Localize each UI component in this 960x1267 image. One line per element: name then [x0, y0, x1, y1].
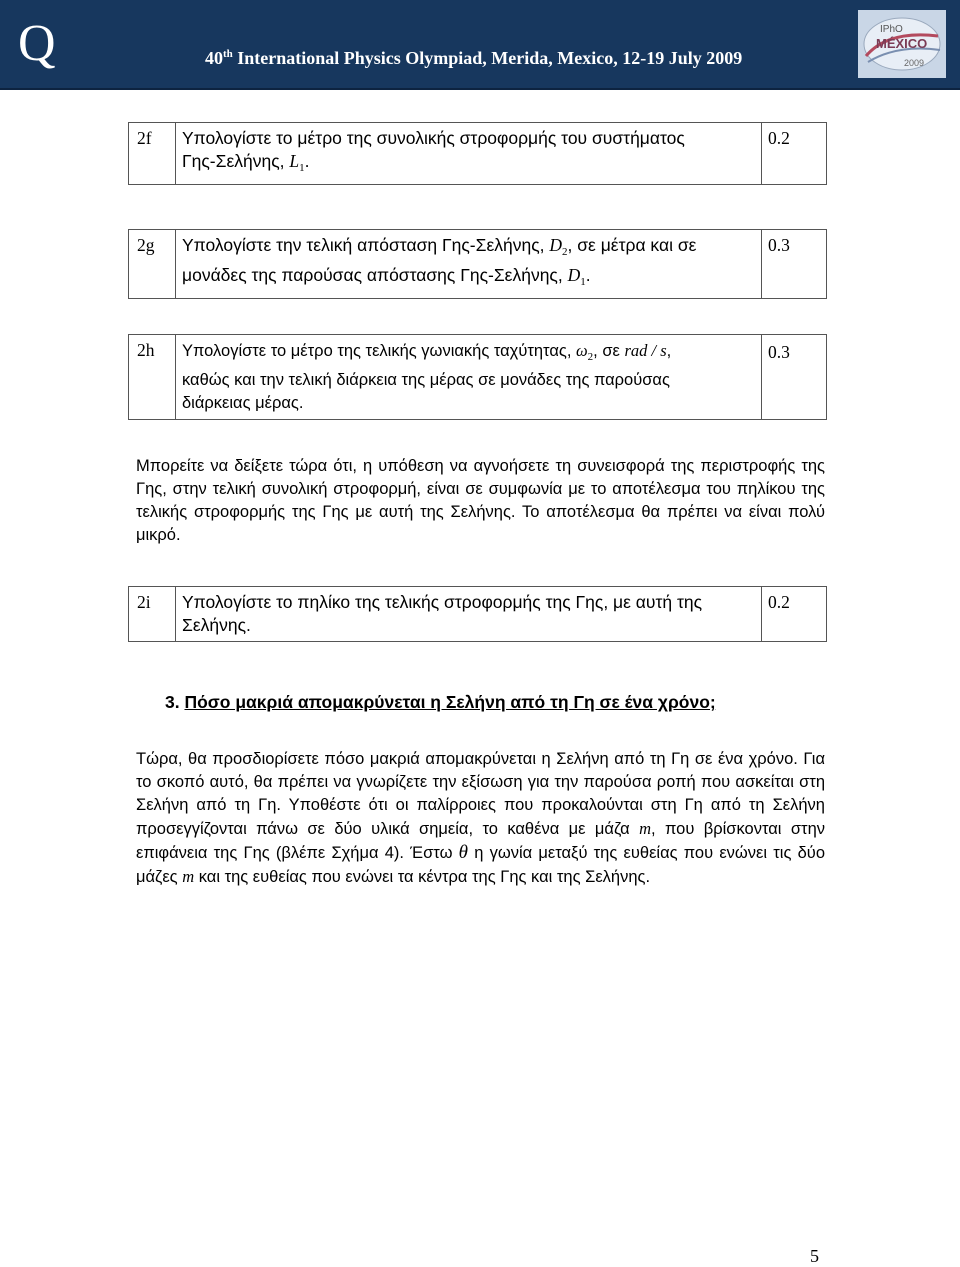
question-text: [176, 335, 762, 420]
header-title: [205, 48, 742, 69]
var-omega: ω: [576, 341, 588, 360]
section-title: Πόσο μακριά απομακρύνεται η Σελήνη από τη Γη σε ένα χρόνο;: [184, 692, 716, 712]
q2g-line1a: Υπολογίστε την τελική απόσταση Γης-Σελήνης,: [182, 235, 550, 255]
question-2i: [128, 586, 827, 642]
logo-text-mexico: MÉXICO: [876, 36, 928, 51]
para2-a: Τώρα, θα προσδιορίσετε πόσο μακριά απομακρύνεται η Σελήνη από τη Γη σε ένα χρόνο. Για το σκοπό αυτό, θα πρέπει να γνωρίζετε την εξίσωση για την παρούσα ροπή που ασκείται στη Σελήνη από τη Γη. Υποθέστε ότι οι παλίρροιες που προκαλούνται στη Γη από τη Σελήνη προσεγγίζονται πάνω σε δύο υλικά σημεία, το καθένα με μάζα: [136, 750, 825, 838]
var-D1-sub: 1: [580, 276, 586, 288]
question-points: 0.2: [762, 587, 827, 642]
q2f-line2: Γης-Σελήνης,: [182, 151, 290, 171]
q2i-line2: Σελήνης.: [182, 615, 251, 635]
var-theta: θ: [458, 842, 469, 863]
title-sup: th: [223, 48, 233, 60]
q2i-line1: Υπολογίστε το πηλίκο της τελικής στροφορμής της Γης, με αυτή της: [182, 592, 703, 612]
paragraph-angular-momentum-check: Μπορείτε να δείξετε τώρα ότι, η υπόθεση να αγνοήσετε τη συνεισφορά της περιστροφής της Γης, στην τελική συνολική στροφορμή, είναι σε συμφωνία με το αποτέλεσμα του πηλίκου της τελικής στροφορμής της Γης με αυτή της Σελήνης. Το αποτέλεσμα θα πρέπει να είναι πολύ μικρό.: [136, 457, 825, 544]
q2f-end: .: [304, 151, 310, 171]
var-L1: [289, 151, 305, 174]
logo-text-ipho: IPhO: [880, 24, 903, 35]
var-omega2: [576, 341, 594, 363]
ipho-logo: [858, 10, 946, 78]
var-D2: [549, 235, 568, 258]
question-number: 2i: [129, 587, 176, 642]
section-number: 3.: [165, 692, 180, 712]
q2h-line3: διάρκειας μέρας.: [182, 394, 304, 412]
para2-b: , που βρίσκονται στην επιφάνεια της Γης (βλέπε Σχήμα 4). Έστω: [136, 820, 825, 862]
question-text: [176, 230, 762, 299]
q2g-line1b: , σε μέτρα και σε: [567, 235, 697, 255]
question-text: [176, 587, 762, 642]
var-L: L: [289, 151, 300, 171]
q2f-line1: Υπολογίστε το μέτρο της συνολικής στροφορμής του συστήματος: [182, 128, 685, 148]
header-letter: Q: [18, 15, 56, 72]
q2h-line1b: , σε: [593, 342, 625, 360]
q2h-line1a: Υπολογίστε το μέτρο της τελικής γωνιακής ταχύτητας,: [182, 342, 577, 360]
paragraph-section-3-intro: [136, 748, 825, 889]
question-points: 0.3: [762, 230, 827, 299]
section-3-heading: [165, 692, 716, 713]
question-2g: [128, 229, 827, 299]
var-D1: [567, 265, 586, 288]
page-header: [0, 0, 960, 90]
var-D2-letter: D: [549, 235, 563, 255]
para2-c: η γωνία μεταξύ της ευθείας που ενώνει τις δύο μάζες: [136, 844, 825, 886]
var-D1-letter: D: [567, 265, 581, 285]
question-number: 2f: [129, 123, 176, 185]
page-number: 5: [810, 1246, 819, 1266]
q2g-end: .: [585, 265, 591, 285]
para2-d: και της ευθείας που ενώνει τα κέντρα της Γης και της Σελήνης.: [194, 868, 651, 886]
question-number: 2h: [129, 335, 176, 420]
var-omega-sub: 2: [587, 351, 594, 363]
var-L-sub: 1: [299, 162, 305, 174]
unit-rad-s: rad / s: [624, 341, 667, 360]
question-2f: [128, 122, 827, 185]
var-D2-sub: 2: [562, 246, 568, 258]
logo-text-year: 2009: [904, 58, 925, 68]
q2g-line2: μονάδες της παρούσας απόστασης Γης-Σελήνης,: [182, 265, 568, 285]
var-m-2: m: [182, 867, 195, 886]
q2h-line2: καθώς και την τελική διάρκεια της μέρας σε μονάδες της παρούσας: [182, 371, 670, 389]
question-number: 2g: [129, 230, 176, 299]
question-2h: [128, 334, 827, 420]
question-text: [176, 123, 762, 185]
q2h-line1c: ,: [666, 342, 672, 360]
title-rest: International Physics Olympiad, Merida, Mexico, 12-19 July 2009: [232, 48, 743, 68]
var-m: m: [639, 819, 652, 838]
question-points: 0.3: [762, 335, 827, 420]
title-prefix: 40: [205, 48, 223, 68]
question-points: 0.2: [762, 123, 827, 185]
